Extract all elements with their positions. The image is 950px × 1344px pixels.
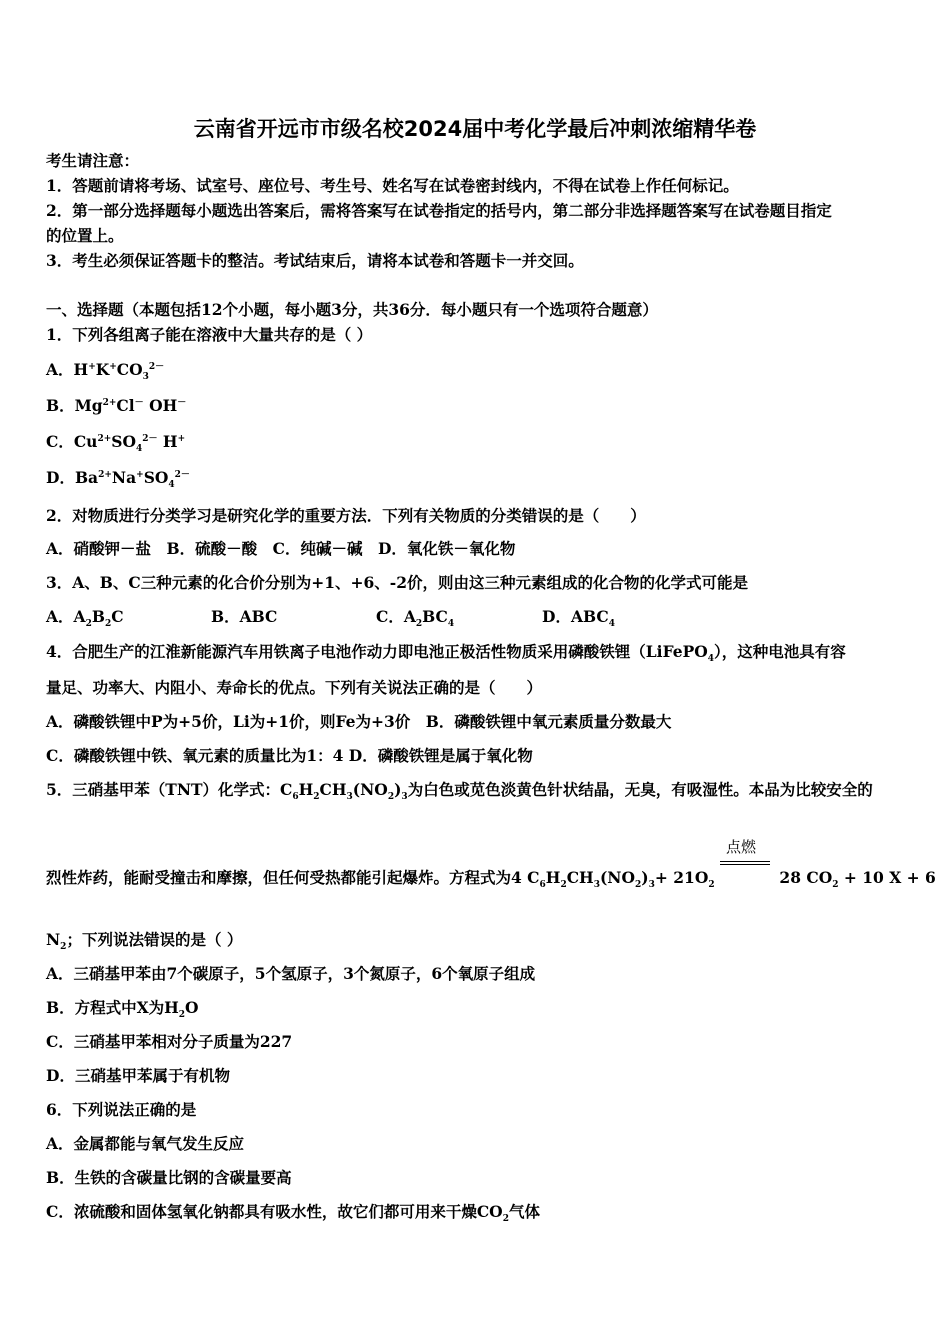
q5-option-d: D．三硝基甲苯属于有机物 [46, 1066, 230, 1085]
q3-option-d: D．$ABC_4$ [542, 607, 615, 630]
q1-option-b: B．$Mg^{2+}Cl^-$ OH－ [46, 396, 187, 415]
section-heading: 一、选择题（本题包括12个小题，每小题3分，共36分．每小题只有一个选项符合题意） [46, 300, 658, 319]
q5-option-a: A．三硝基甲苯由7个碳原子，5个氢原子，3个氮原子，6个氧原子组成 [46, 964, 536, 983]
q1-option-c: C．$Cu^{2+}SO_4^{2-}$ H+ [46, 432, 186, 455]
q5-equation-line: 烈性炸药，能耐受撞击和摩擦，但任何受热都能引起爆炸。方程式为4 $C_6H_2CH_3(NO_2)_3+ 21O_2$ 点燃 28 $CO_2 + 10$ X + 6 [46, 838, 936, 891]
q6-stem: 6．下列说法正确的是 [46, 1100, 197, 1119]
q6-option-c: C．浓硫酸和固体氢氧化钠都具有吸水性，故它们都可用来干燥$CO_2$气体 [46, 1202, 540, 1225]
reaction-condition: 点燃 [726, 838, 757, 856]
q4-options-cd: C．磷酸铁锂中铁、氧元素的质量比为1：4 D．磷酸铁锂是属于氧化物 [46, 746, 533, 765]
page-title: 云南省开远市市级名校2024届中考化学最后冲刺浓缩精华卷 [193, 117, 757, 141]
q5-stem: 5．三硝基甲苯（TNT）化学式：$C_6H_2CH_3(NO_2)_3$为白色或苋色淡黄色针状结晶，无臭，有吸湿性。本品为比较安全的 [46, 780, 873, 803]
reaction-arrow [720, 838, 774, 889]
q1-stem: 1．下列各组离子能在溶液中大量共存的是（ ） [46, 325, 373, 344]
q2-options: A．硝酸钾－盐 B．硫酸－酸 C．纯碱－碱 D．氧化铁－氧化物 [46, 539, 516, 558]
q6-option-a: A．金属都能与氧气发生反应 [46, 1134, 245, 1153]
notice-item-3: 3．考生必须保证答题卡的整洁。考试结束后，请将本试卷和答题卡一并交回。 [46, 251, 584, 270]
q3-stem: 3．A、B、C三种元素的化合价分别为+1、+6、-2价，则由这三种元素组成的化合物的化学式可能是 [46, 573, 749, 592]
q4-stem-cont: 量足、功率大、内阻小、寿命长的优点。下列有关说法正确的是（ ） [46, 678, 543, 697]
q2-stem: 2．对物质进行分类学习是研究化学的重要方法．下列有关物质的分类错误的是（ ） [46, 506, 646, 525]
q1-option-d: D．$Ba^{2+}Na^+SO_4^{2-}$ [46, 468, 190, 491]
q1-option-a: A．$H^+K^+CO_3^{2-}$ [46, 360, 165, 383]
q4-options-ab: A．磷酸铁锂中P为+5价，Li为+1价，则Fe为+3价 B．磷酸铁锂中氧元素质量分数最大 [46, 712, 672, 731]
notice-item-1: 1．答题前请将考场、试室号、座位号、考生号、姓名写在试卷密封线内，不得在试卷上作任何标记。 [46, 176, 739, 195]
q3-option-c: C．$A_2BC_4$ [376, 607, 455, 630]
q5-stem-end: $N_2$；下列说法错误的是（ ） [46, 930, 243, 953]
notice-item-2-cont: 的位置上。 [46, 226, 124, 245]
q5-option-c: C．三硝基甲苯相对分子质量为227 [46, 1032, 293, 1051]
q5-option-b: B．方程式中X为$H_2O$ [46, 998, 199, 1021]
notice-heading: 考生请注意： [46, 151, 140, 170]
q6-option-b: B．生铁的含碳量比钢的含碳量要高 [46, 1168, 292, 1187]
q3-option-b: B．ABC [211, 607, 278, 626]
q3-option-a: A．$A_2B_2C$ [46, 607, 124, 630]
notice-item-2: 2．第一部分选择题每小题选出答案后，需将答案写在试卷指定的括号内，第二部分非选择题答案写在试卷题目指定 [46, 201, 832, 220]
q4-stem: 4．合肥生产的江淮新能源汽车用铁离子电池作动力即电池正极活性物质采用磷酸铁锂（LiFePO$_4$），这种电池具有容 [46, 642, 846, 665]
